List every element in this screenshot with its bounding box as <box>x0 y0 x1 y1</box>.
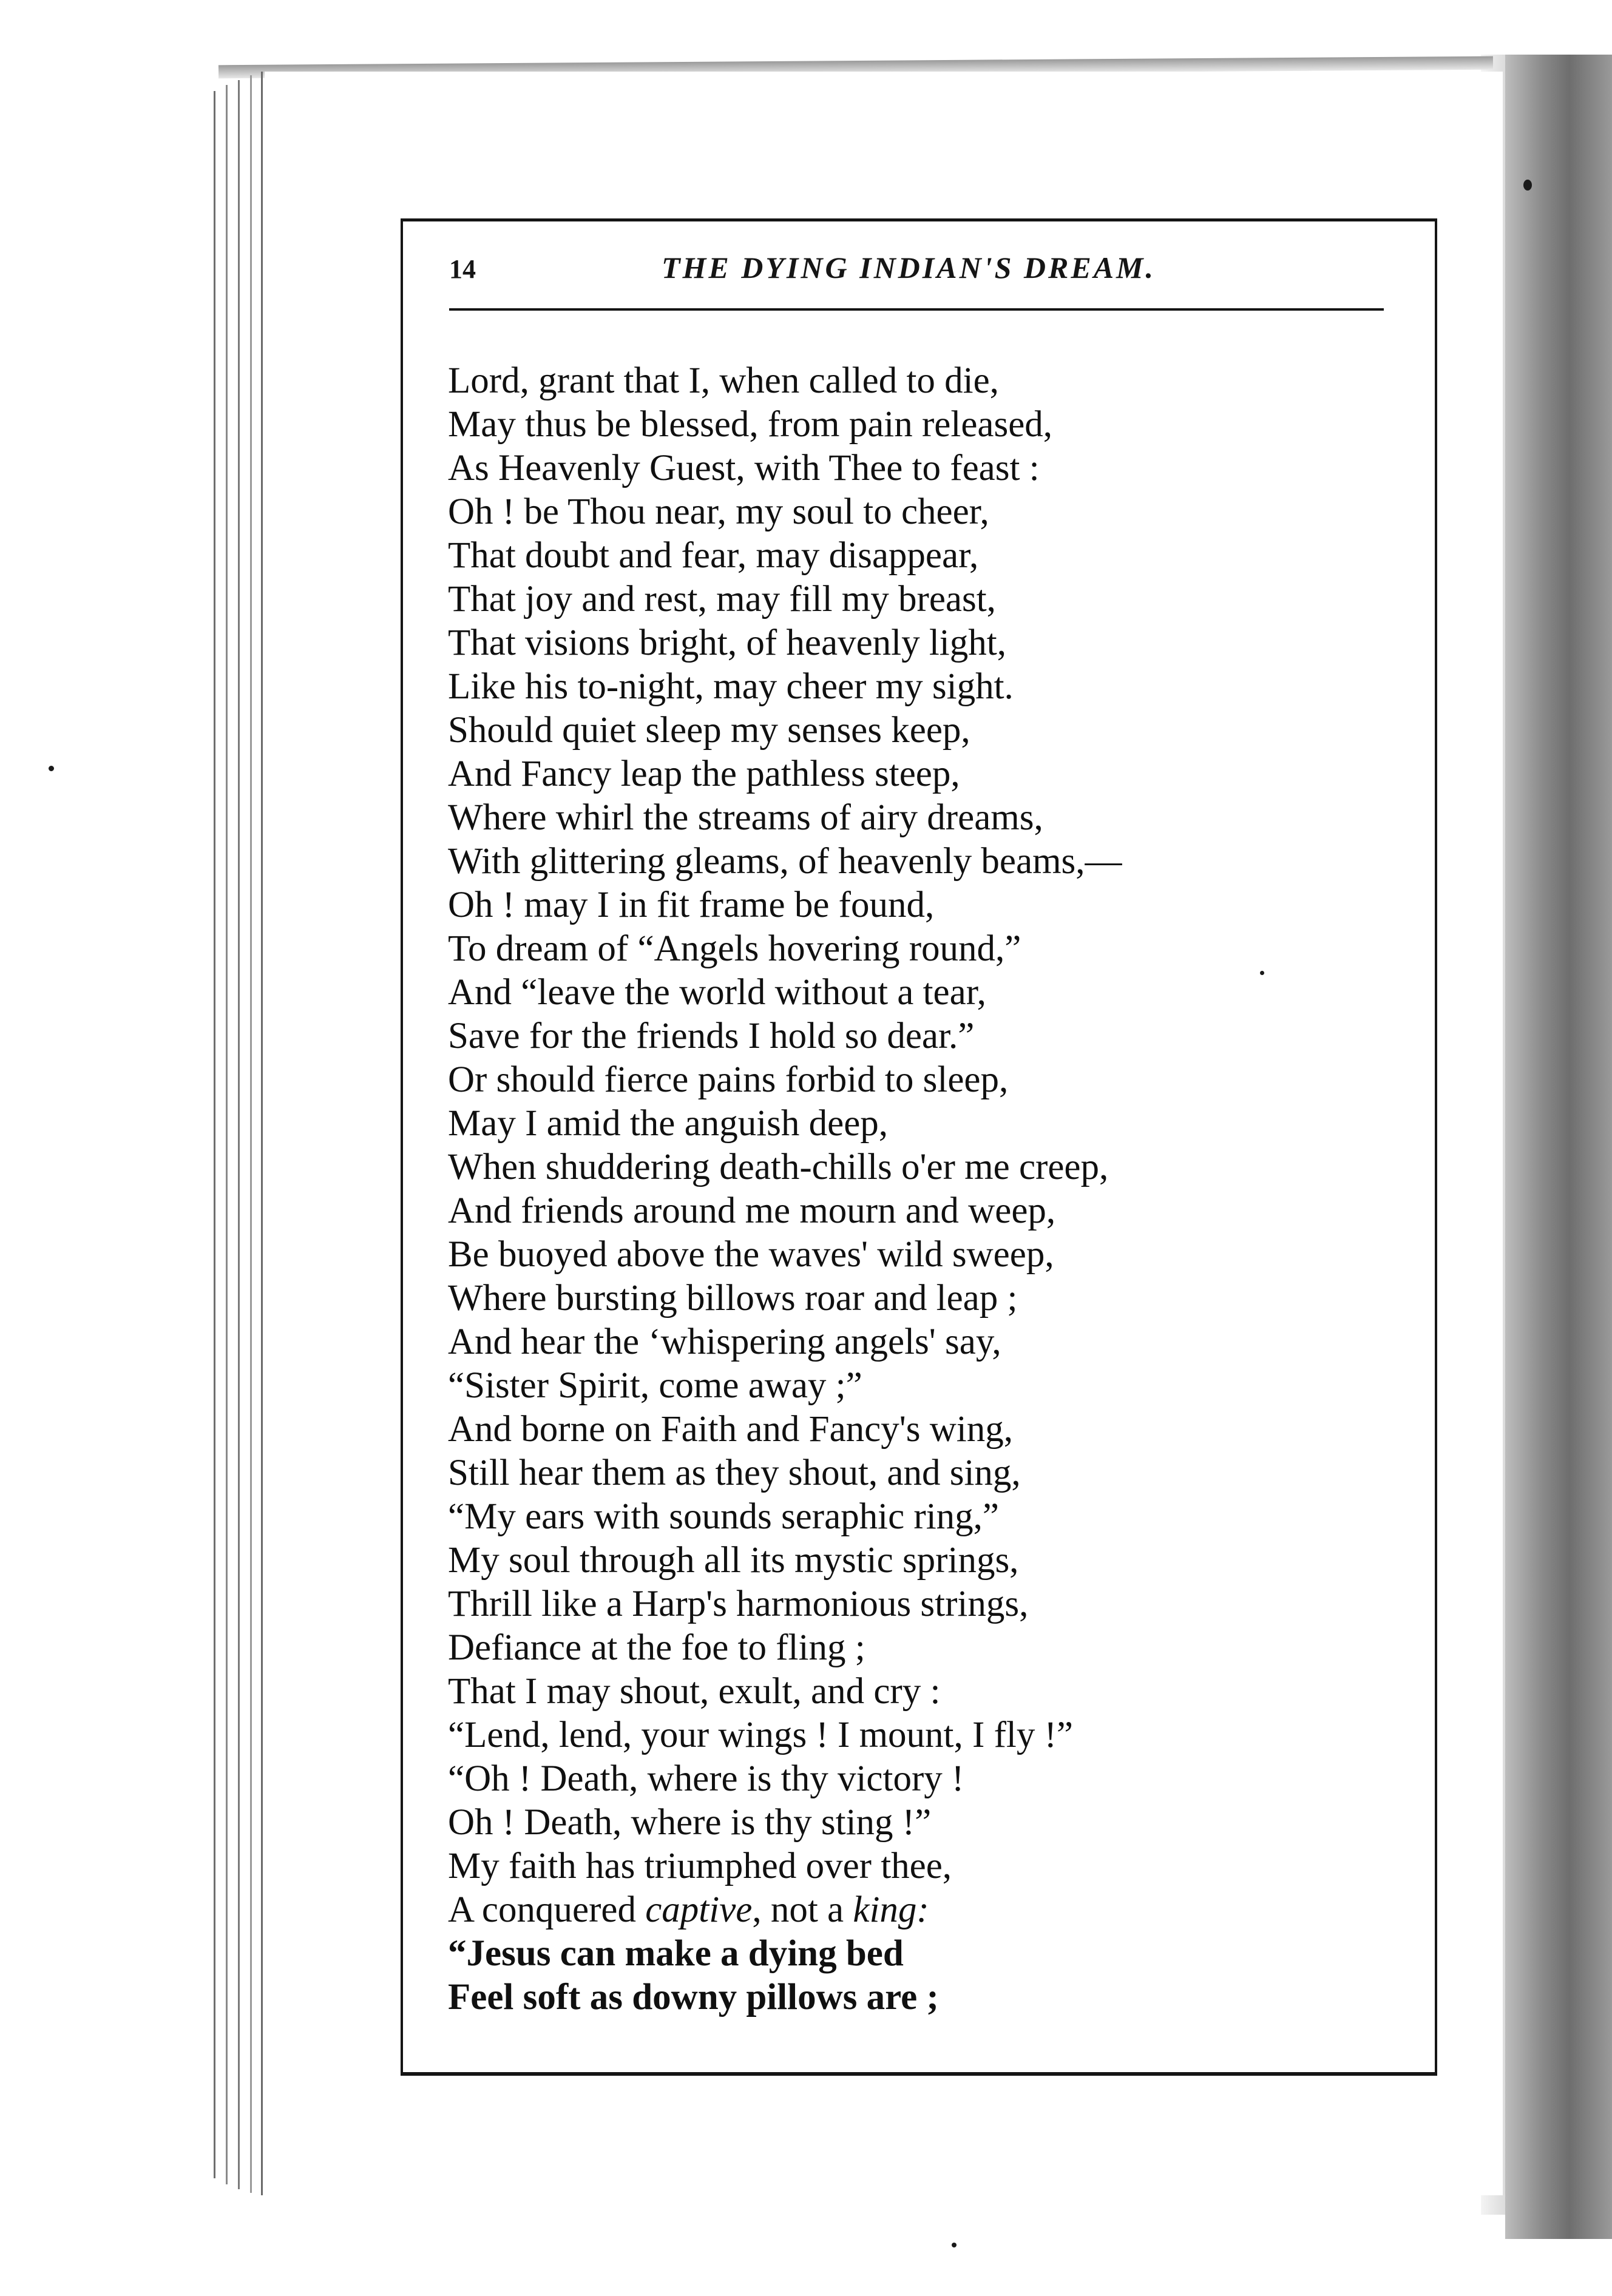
page-edge <box>250 75 252 2193</box>
poem-line: To dream of “Angels hovering round,” <box>448 928 1021 969</box>
poem-line: “Oh ! Death, where is thy victory ! <box>448 1758 964 1799</box>
poem-line: “My ears with sounds seraphic ring,” <box>448 1496 1000 1537</box>
poem-line: And “leave the world without a tear, <box>448 972 986 1013</box>
poem-line: That joy and rest, may fill my breast, <box>448 579 996 620</box>
line-fragment: A conquered <box>448 1889 646 1930</box>
scan-speck <box>1260 971 1264 975</box>
poem-line: May I amid the anguish deep, <box>448 1103 889 1144</box>
scan-speck <box>49 766 54 771</box>
page-edge <box>226 85 228 2184</box>
page-number: 14 <box>449 254 476 284</box>
poem-line: When shuddering death-chills o'er me creep, <box>448 1147 1109 1187</box>
poem-line: Oh ! Death, where is thy sting !” <box>448 1802 932 1843</box>
poem-line: Where whirl the streams of airy dreams, <box>448 797 1043 838</box>
page-edge <box>238 80 240 2189</box>
poem-line: Oh ! may I in fit frame be found, <box>448 885 935 925</box>
poem-line: Save for the friends I hold so dear.” <box>448 1016 975 1056</box>
poem-line: Where bursting billows roar and leap ; <box>448 1278 1018 1319</box>
poem-line: And friends around me mourn and weep, <box>448 1190 1056 1231</box>
poem-line: Thrill like a Harp's harmonious strings, <box>448 1584 1029 1624</box>
poem-line: My soul through all its mystic springs, <box>448 1540 1019 1581</box>
book-gutter <box>1505 55 1612 2239</box>
poem-line: As Heavenly Guest, with Thee to feast : <box>448 448 1040 488</box>
poem-line: That doubt and fear, may disappear, <box>448 535 979 576</box>
poem-line: That I may shout, exult, and cry : <box>448 1671 941 1712</box>
poem-line: Still hear them as they shout, and sing, <box>448 1453 1021 1493</box>
header-rule <box>449 308 1384 311</box>
poem-line: That visions bright, of heavenly light, <box>448 623 1006 663</box>
poem-line: Like his to-night, may cheer my sight. <box>448 666 1014 707</box>
page-edge <box>214 91 215 2178</box>
scan-speck <box>952 2243 957 2247</box>
italic-word: captive <box>645 1889 753 1930</box>
poem-line: Defiance at the foe to fling ; <box>448 1627 865 1668</box>
poem-line: “Jesus can make a dying bed <box>448 1933 904 1974</box>
poem-body <box>448 359 1480 2019</box>
poem-line: And borne on Faith and Fancy's wing, <box>448 1409 1013 1450</box>
poem-line: Feel soft as downy pillows are ; <box>448 1977 939 2017</box>
poem-line: Lord, grant that I, when called to die, <box>448 360 999 401</box>
line-fragment: , not a <box>752 1889 853 1930</box>
scan-speck <box>1523 180 1532 191</box>
poem-line: My faith has triumphed over thee, <box>448 1846 952 1886</box>
poem-line: And hear the ‘whispering angels' say, <box>448 1322 1001 1362</box>
italic-word: king: <box>853 1889 929 1930</box>
poem-line: “Lend, lend, your wings ! I mount, I fly !” <box>448 1715 1073 1755</box>
poem-line: Or should fierce pains forbid to sleep, <box>448 1059 1009 1100</box>
running-title: THE DYING INDIAN'S DREAM. <box>662 251 1156 285</box>
poem-line: Be buoyed above the waves' wild sweep, <box>448 1234 1054 1275</box>
poem-line: “Sister Spirit, come away ;” <box>448 1365 862 1406</box>
poem-line: May thus be blessed, from pain released, <box>448 404 1053 445</box>
poem-line: Oh ! be Thou near, my soul to cheer, <box>448 491 989 532</box>
poem-line: With glittering gleams, of heavenly beams,— <box>448 841 1122 882</box>
poem-line: And Fancy leap the pathless steep, <box>448 754 960 794</box>
poem-line <box>448 1888 1480 1932</box>
poem-line: Should quiet sleep my senses keep, <box>448 710 970 751</box>
page-edge <box>261 72 263 2195</box>
